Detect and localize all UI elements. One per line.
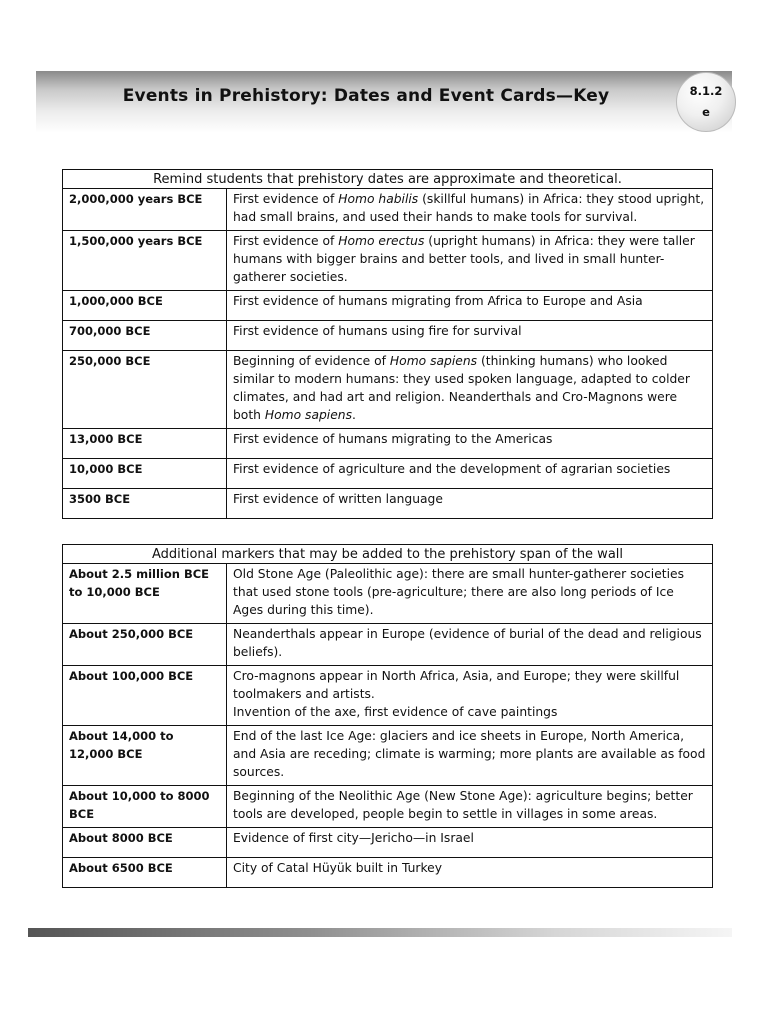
date-cell: 2,000,000 years BCE (63, 189, 227, 231)
species-name: Homo sapiens (389, 354, 478, 368)
description-text: First evidence of written language (233, 492, 443, 506)
table-row (63, 231, 713, 291)
event-description-cell (227, 666, 713, 726)
date-cell: About 2.5 million BCE to 10,000 BCE (63, 564, 227, 624)
table-row (63, 564, 713, 624)
lesson-badge (676, 72, 736, 132)
event-description-cell (227, 786, 713, 828)
table-body (63, 564, 713, 888)
table-row (63, 828, 713, 858)
event-description-cell (227, 351, 713, 429)
date-cell: 13,000 BCE (63, 429, 227, 459)
description-text: City of Catal Hüyük built in Turkey (233, 861, 443, 875)
description-text: (thinking humans) who looked similar to modern humans: they used spoken language, adapted to colder climates, and had art and religion. Neanderthals and Cro-Magnons were both (233, 354, 690, 422)
event-description-cell (227, 828, 713, 858)
description-text: First evidence of humans using fire for survival (233, 324, 522, 338)
date-cell: About 6500 BCE (63, 858, 227, 888)
table-row (63, 624, 713, 666)
description-text: Beginning of evidence of (233, 354, 390, 368)
date-cell: 700,000 BCE (63, 321, 227, 351)
description-text: End of the last Ice Age: glaciers and ice sheets in Europe, North America, and Asia are receding; climate is warming; more plants are available as food sources. (233, 729, 706, 779)
description-text: First evidence of (233, 192, 339, 206)
description-text: (skillful humans) in Africa: they stood upright, had small brains, and used their hands to make tools for survival. (233, 192, 705, 224)
description-text: First evidence of humans migrating to the Americas (233, 432, 553, 446)
date-cell: About 8000 BCE (63, 828, 227, 858)
table-row (63, 786, 713, 828)
table-row (63, 291, 713, 321)
table-row (63, 351, 713, 429)
description-text: Beginning of the Neolithic Age (New Stone Age): agriculture begins; better tools are developed, people begin to settle in villages in some areas. (233, 789, 693, 821)
table-row (63, 489, 713, 519)
date-cell: About 10,000 to 8000 BCE (63, 786, 227, 828)
date-cell: About 14,000 to 12,000 BCE (63, 726, 227, 786)
page-title: Events in Prehistory: Dates and Event Cards—Key (122, 86, 610, 106)
event-description-cell (227, 489, 713, 519)
description-text: Cro-magnons appear in North Africa, Asia, and Europe; they were skillful toolmakers and artists. Invention of the axe, first evidence of cave paintings (233, 669, 680, 719)
event-description-cell (227, 564, 713, 624)
table-row (63, 459, 713, 489)
table-body (63, 189, 713, 519)
table-heading: Additional markers that may be added to the prehistory span of the wall (63, 545, 713, 564)
table-row (63, 666, 713, 726)
description-text: Neanderthals appear in Europe (evidence of burial of the dead and religious beliefs). (233, 627, 702, 659)
event-description-cell (227, 321, 713, 351)
species-name: Homo erectus (338, 234, 425, 248)
date-cell: 3500 BCE (63, 489, 227, 519)
event-description-cell (227, 459, 713, 489)
badge-number: 8.1.2 (689, 84, 723, 98)
table-heading: Remind students that prehistory dates are approximate and theoretical. (63, 170, 713, 189)
description-text: Evidence of first city—Jericho—in Israel (233, 831, 474, 845)
event-description-cell (227, 858, 713, 888)
date-cell: About 100,000 BCE (63, 666, 227, 726)
event-description-cell (227, 624, 713, 666)
event-description-cell (227, 231, 713, 291)
event-description-cell (227, 726, 713, 786)
event-description-cell (227, 429, 713, 459)
event-description-cell (227, 291, 713, 321)
prehistory-dates-table (62, 169, 713, 519)
description-text: . (351, 408, 356, 422)
description-text: (upright humans) in Africa: they were taller humans with bigger brains and better tools, and lived in small hunter-gatherer societies. (233, 234, 695, 284)
table-row (63, 321, 713, 351)
species-name: Homo sapiens (264, 408, 352, 422)
badge-letter: e (702, 105, 710, 119)
species-name: Homo habilis (338, 192, 419, 206)
table-row (63, 858, 713, 888)
description-text: First evidence of (233, 234, 339, 248)
additional-markers-table (62, 544, 713, 888)
description-text: Old Stone Age (Paleolithic age): there are small hunter-gatherer societies that used stone tools (pre-agriculture; there are also long periods of Ice Ages during this time). (233, 567, 685, 617)
event-description-cell (227, 189, 713, 231)
table-row (63, 429, 713, 459)
table-row (63, 189, 713, 231)
date-cell: 1,500,000 years BCE (63, 231, 227, 291)
table-row (63, 726, 713, 786)
date-cell: 250,000 BCE (63, 351, 227, 429)
date-cell: About 250,000 BCE (63, 624, 227, 666)
date-cell: 10,000 BCE (63, 459, 227, 489)
footer-bar (28, 928, 732, 937)
description-text: First evidence of agriculture and the development of agrarian societies (233, 462, 671, 476)
date-cell: 1,000,000 BCE (63, 291, 227, 321)
description-text: First evidence of humans migrating from Africa to Europe and Asia (233, 294, 643, 308)
